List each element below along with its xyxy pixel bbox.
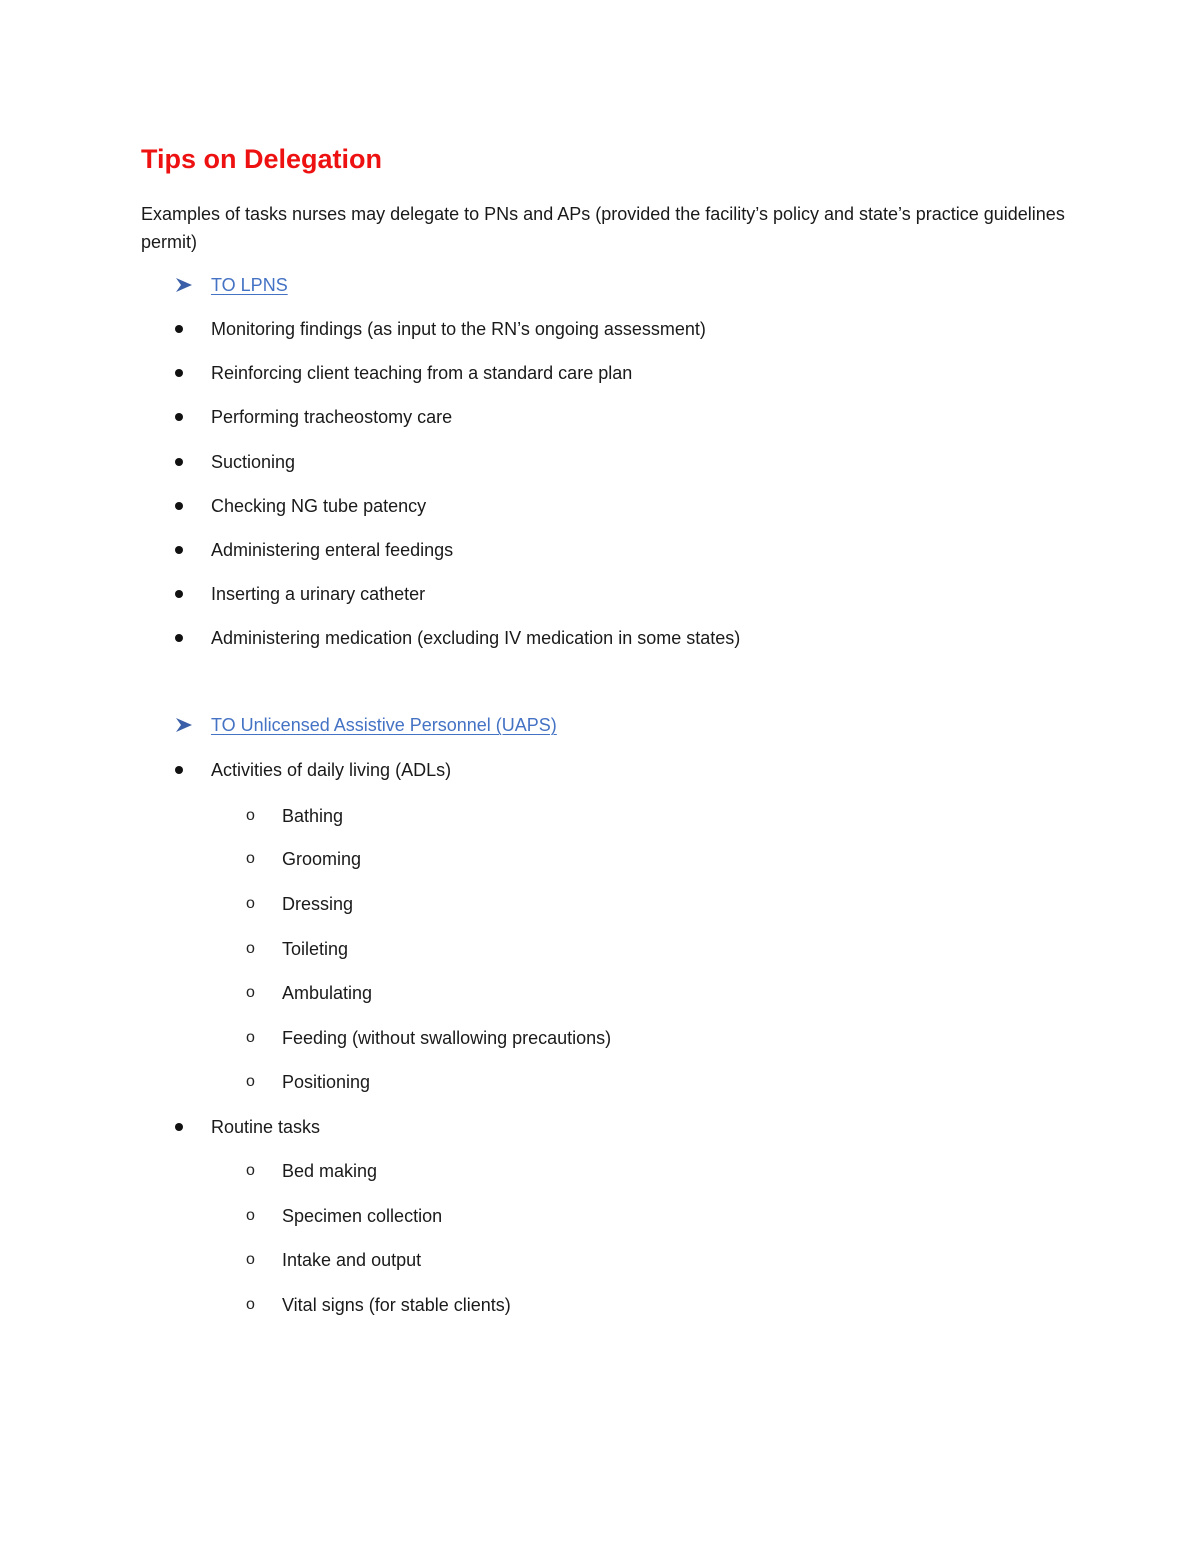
- circle-bullet-icon: o: [246, 807, 255, 824]
- circle-bullet-icon: o: [246, 895, 255, 912]
- lpn-item-label: Checking NG tube patency: [211, 496, 427, 516]
- arrow-bullet-icon: [175, 711, 195, 739]
- bullet-icon: [175, 756, 187, 784]
- circle-bullet-icon: o: [246, 1207, 255, 1224]
- uap-section-heading[interactable]: TO Unlicensed Assistive Personnel (UAPS): [211, 715, 557, 735]
- bullet-icon: [175, 624, 187, 652]
- circle-bullet-icon: o: [246, 1251, 255, 1268]
- circle-bullet-icon: o: [246, 850, 255, 867]
- bullet-icon: [175, 359, 187, 387]
- adl-item-label: Grooming: [282, 849, 362, 869]
- lpn-item-label: Performing tracheostomy care: [211, 407, 453, 427]
- uap-group-label: Activities of daily living (ADLs): [211, 760, 452, 780]
- document-title: Tips on Delegation: [141, 144, 383, 174]
- bullet-icon: [175, 403, 187, 431]
- lpn-item-label: Reinforcing client teaching from a standard care plan: [211, 363, 633, 383]
- circle-bullet-icon: o: [246, 1073, 255, 1090]
- circle-bullet-icon: o: [246, 1029, 255, 1046]
- circle-bullet-icon: o: [246, 984, 255, 1001]
- routine-task-label: Intake and output: [282, 1250, 422, 1270]
- adl-item-label: Positioning: [282, 1072, 371, 1092]
- adl-item-label: Bathing: [282, 806, 344, 826]
- bullet-icon: [175, 492, 187, 520]
- lpn-item-label: Administering medication (excluding IV medication in some states): [211, 628, 741, 648]
- circle-bullet-icon: o: [246, 1296, 255, 1313]
- lpn-item-label: Inserting a urinary catheter: [211, 584, 426, 604]
- bullet-icon: [175, 580, 187, 608]
- routine-task-label: Specimen collection: [282, 1206, 443, 1226]
- lpn-item-label: Monitoring findings (as input to the RN’s ongoing assessment): [211, 319, 706, 339]
- circle-bullet-icon: o: [246, 940, 255, 957]
- lpn-item-label: Administering enteral feedings: [211, 540, 454, 560]
- adl-item-label: Toileting: [282, 939, 349, 959]
- adl-item-label: Ambulating: [282, 983, 373, 1003]
- circle-bullet-icon: o: [246, 1162, 255, 1179]
- bullet-icon: [175, 536, 187, 564]
- uap-group-label: Routine tasks: [211, 1117, 321, 1137]
- routine-task-label: Bed making: [282, 1161, 378, 1181]
- intro-paragraph: Examples of tasks nurses may delegate to PNs and APs (provided the facility’s policy and state’s practice guidelines permit): [141, 204, 1065, 252]
- arrow-bullet-icon: [175, 271, 195, 299]
- routine-task-label: Vital signs (for stable clients): [282, 1295, 511, 1315]
- bullet-icon: [175, 448, 187, 476]
- adl-item-label: Feeding (without swallowing precautions): [282, 1028, 612, 1048]
- lpn-section-heading[interactable]: TO LPNS: [211, 275, 288, 295]
- bullet-icon: [175, 1113, 187, 1141]
- lpn-item-label: Suctioning: [211, 452, 296, 472]
- adl-item-label: Dressing: [282, 894, 354, 914]
- bullet-icon: [175, 315, 187, 343]
